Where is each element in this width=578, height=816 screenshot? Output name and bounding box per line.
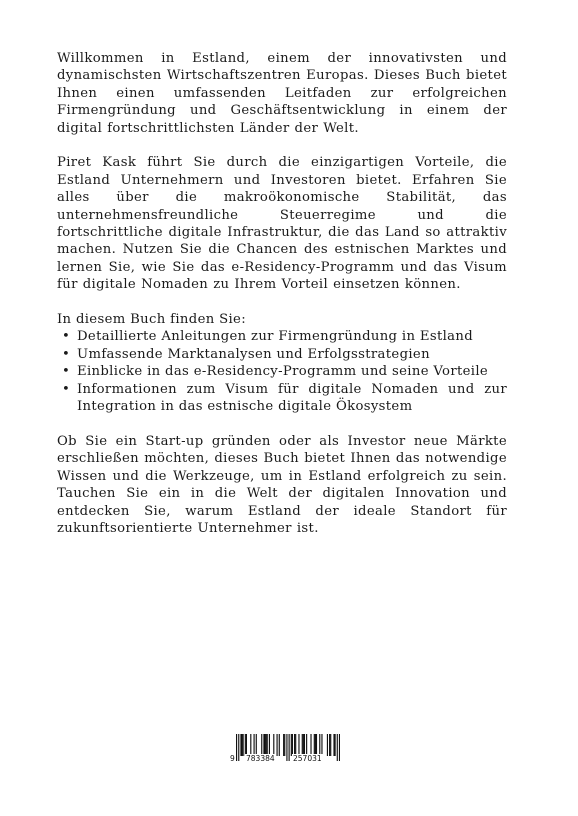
barcode-bar [321,734,322,756]
barcode-bar [273,734,274,756]
barcode-bar [261,734,262,756]
barcode-bar [269,734,270,756]
barcode-bar [267,734,268,756]
barcode-bar [284,734,285,756]
barcode-bar [302,734,303,756]
isbn-barcode [230,734,340,770]
barcode-digits [230,754,340,766]
barcode-bar [304,734,305,756]
barcode-bar [283,734,284,756]
barcode-bar [316,734,317,756]
barcode-bar [291,734,292,756]
barcode-bar [310,734,311,756]
barcode-right-digits: 257031 [293,754,322,763]
barcode-bar [264,734,265,756]
barcode-bar [266,734,267,756]
list-intro: In diesem Buch finden Sie: [57,312,247,328]
barcode-bar [329,734,330,756]
barcode-bar [314,734,315,756]
barcode-bar [250,734,251,756]
barcode-bar [292,734,293,756]
intro-paragraph: Willkommen in Estland, einem der innovativsten und dynamischsten Wirtschaftszentren Europas. Dieses Buch bietet Ihnen einen umfassenden Leitfaden zur erfolgreichen Firmengründung und Geschäftsentwicklung in einem der digital fortschrittlichsten Länder der Welt. [57,51,507,136]
barcode-bar [294,734,295,756]
barcode-bar [245,734,246,756]
closing-paragraph: Ob Sie ein Start-up gründen oder als Investor neue Märkte erschließen möchten, dieses Buch bietet Ihnen das notwendige Wissen und die Werkzeuge, um in Estland erfolgreich zu sein. Tauchen Sie ein in die Welt der digitalen Innovation und entdecken Sie, warum Estland der ideale Standort für zukunftsorientierte Unternehmer ist. [57,433,507,536]
bullet-icon: • [62,364,71,380]
barcode-lead-digit: 9 [230,754,235,763]
list-item [57,328,507,345]
barcode-left-digits: 783384 [246,754,275,763]
barcode-bar [333,734,334,756]
barcode-bar [330,734,331,756]
barcode-bar [327,734,328,756]
bullet-icon: • [62,329,71,345]
barcode-bar [335,734,336,756]
barcode-bar [303,734,304,756]
bullet-icon: • [62,381,71,397]
barcode-bar [279,734,280,756]
list-item [57,381,507,416]
author-paragraph: Piret Kask führt Sie durch die einzigartigen Vorteile, die Estland Unternehmern und Investoren bietet. Erfahren Sie alles über die makroökonomische Stabilität, das unternehmensfreundliche Steuerregime und die fortschrittliche digitale Infrastruktur, die das Land so attraktiv machen. Nutzen Sie die Chancen des estnischen Marktes und lernen Sie, wie Sie das e-Residency-Programm und das Visum für digitale Nomaden zu Ihrem Vorteil einsetzen können. [57,155,507,293]
list-item-text: Umfassende Marktanalysen und Erfolgsstrategien [77,346,430,362]
list-item [57,363,507,380]
barcode-bar [306,734,307,756]
list-item [57,346,507,363]
list-item-text: Einblicke in das e-Residency-Programm und seine Vorteile [77,364,489,380]
barcode-bar [315,734,316,756]
barcode-bar [246,734,247,756]
barcode-bar [277,734,278,756]
barcode-bar [263,734,264,756]
barcode-bar [243,734,244,756]
barcode-bar [319,734,320,756]
barcode-bar [254,734,255,756]
barcode-bar [240,734,241,756]
barcode-bar [256,734,257,756]
feature-list [57,328,507,415]
list-item-text: Informationen zum Visum für digitale Nomaden und zur Integration in das estnische digitale Ökosystem [77,381,507,415]
bullet-icon: • [62,346,71,362]
back-cover-text [57,50,507,555]
barcode-bar [298,734,299,756]
barcode-bar [295,734,296,756]
list-item-text: Detaillierte Anleitungen zur Firmengründung in Estland [77,329,474,345]
barcode-bar [241,734,242,756]
